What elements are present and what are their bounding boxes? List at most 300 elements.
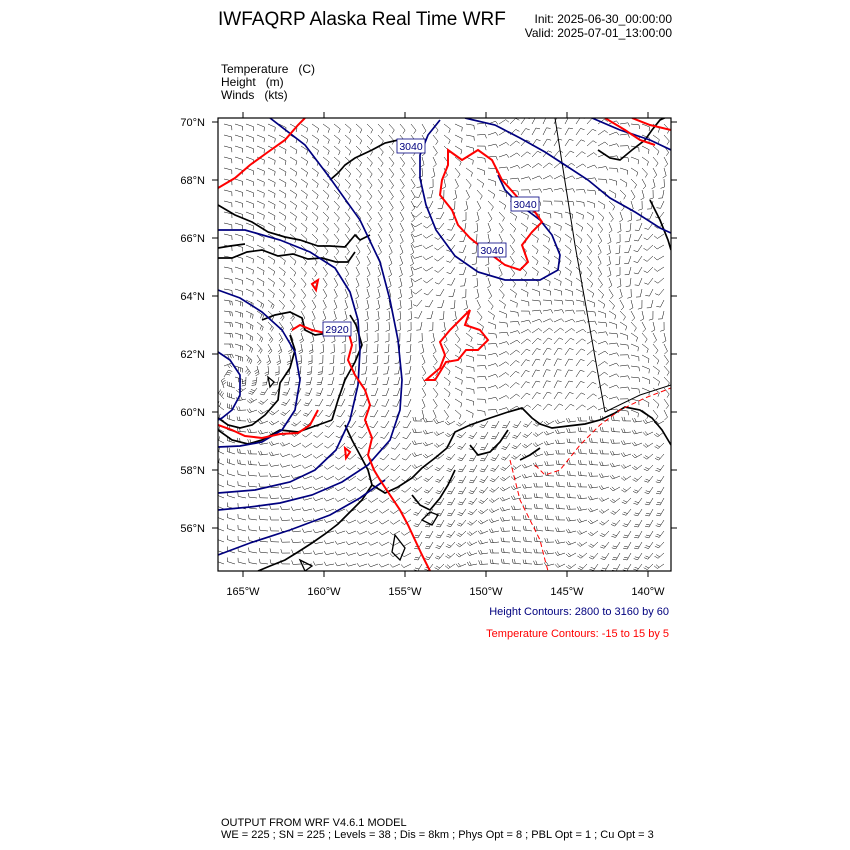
wind-barb — [446, 454, 455, 460]
wind-barb — [257, 245, 264, 253]
wind-barb — [643, 443, 653, 447]
contour-label: 2920 — [325, 324, 349, 336]
wind-barb — [411, 157, 416, 167]
wind-barb — [629, 300, 633, 310]
wind-barb — [664, 135, 669, 145]
wind-barb — [353, 333, 357, 343]
wind-barb — [279, 146, 286, 154]
wind-barb — [576, 140, 585, 146]
wind-barb — [335, 562, 345, 566]
wind-barb — [612, 553, 620, 560]
wind-barb — [301, 300, 305, 310]
wind-barb — [357, 520, 367, 524]
wind-barb — [368, 509, 378, 513]
wind-barb — [270, 505, 279, 509]
wind-barb — [248, 461, 257, 465]
wind-barb — [447, 520, 455, 527]
wind-barb — [356, 179, 361, 189]
wind-barb — [664, 399, 669, 409]
wind-barb — [477, 134, 487, 138]
wind-barb — [400, 168, 405, 178]
wind-barb — [457, 531, 466, 537]
wind-barb — [335, 541, 345, 544]
wind-barb — [290, 201, 297, 210]
wind-barb — [238, 514, 246, 520]
wind-barb — [488, 190, 495, 198]
wind-barb — [421, 157, 425, 167]
wind-barb — [644, 256, 654, 261]
wind-barb — [378, 157, 383, 167]
wind-barb — [313, 476, 323, 479]
wind-barb — [312, 179, 318, 188]
wind-barb — [633, 476, 642, 482]
wind-barb — [404, 388, 411, 396]
wind-barb — [248, 471, 257, 476]
wind-barb — [587, 256, 592, 266]
wind-barb — [609, 212, 613, 222]
wind-barb — [477, 157, 485, 163]
wind-barb — [246, 190, 254, 197]
wind-barb — [610, 451, 620, 455]
wind-barb — [567, 460, 576, 465]
wind-barb — [445, 553, 455, 558]
longitude-axis — [243, 112, 648, 577]
wind-barb — [567, 482, 576, 487]
wind-barb — [489, 487, 499, 492]
wind-barb — [257, 201, 264, 208]
wind-barb — [249, 526, 258, 531]
wind-barb — [510, 256, 514, 266]
wind-barb — [238, 558, 246, 564]
wind-barb — [578, 564, 587, 570]
wind-barb — [412, 267, 422, 270]
wind-barb — [438, 201, 444, 209]
wind-barb — [458, 476, 466, 483]
wind-barb — [412, 234, 422, 237]
wind-barb — [379, 553, 389, 556]
wind-barb — [477, 388, 486, 392]
wind-barb — [344, 300, 347, 310]
wind-barb — [290, 289, 295, 299]
temperature-contour-legend: Temperature Contours: -15 to 15 by 5 — [486, 628, 669, 640]
wind-barb — [235, 223, 243, 230]
wind-barb — [301, 124, 308, 132]
wind-barb — [270, 495, 279, 499]
wind-barb — [376, 300, 380, 310]
wind-barb — [554, 289, 562, 295]
wind-barb — [620, 311, 626, 320]
wind-barb — [469, 476, 477, 483]
wind-barb — [554, 381, 562, 388]
wind-barb — [599, 473, 609, 477]
wind-barb — [455, 179, 459, 189]
wind-barb — [466, 399, 474, 406]
wind-barb — [576, 339, 586, 344]
wind-barb — [488, 397, 498, 401]
wind-barb — [315, 399, 323, 406]
wind-barb — [423, 418, 433, 422]
wind-barb — [576, 289, 583, 297]
wind-barb — [543, 359, 551, 366]
wind-barb — [235, 377, 243, 384]
wind-barb — [444, 410, 449, 420]
wind-barb — [489, 519, 499, 523]
wind-barb — [654, 278, 664, 283]
wind-barb — [386, 322, 390, 331]
wind-barb — [653, 366, 659, 375]
wind-barb — [301, 168, 308, 177]
wind-barb — [610, 498, 620, 503]
wind-barb — [598, 234, 602, 244]
wind-barb — [462, 212, 466, 221]
wind-barb — [598, 130, 608, 135]
wind-barb — [390, 564, 400, 567]
contour-label: 3040 — [513, 199, 537, 211]
wind-barb — [401, 498, 411, 503]
wind-barb — [328, 377, 334, 385]
latitude-labels — [180, 117, 205, 535]
wind-barb — [587, 406, 597, 410]
wind-barb — [324, 508, 334, 511]
wind-barb — [273, 377, 279, 385]
wind-barb — [394, 377, 400, 385]
wind-barb — [578, 460, 587, 465]
wind-barb — [488, 386, 498, 389]
wind-barb — [334, 223, 339, 233]
wind-barb — [323, 278, 327, 288]
wind-barb — [474, 278, 478, 287]
wind-barb — [246, 333, 253, 341]
wind-barb — [645, 498, 653, 505]
wind-barb — [632, 418, 642, 422]
wind-barb — [620, 322, 627, 330]
wind-barb — [356, 168, 362, 178]
wind-barb — [500, 476, 510, 481]
wind-barb — [324, 498, 334, 501]
wind-barb — [335, 498, 345, 502]
wind-barb — [447, 487, 455, 494]
wind-barb — [512, 537, 521, 542]
wind-barb — [476, 212, 480, 222]
wind-barb — [477, 168, 485, 175]
wind-barb — [555, 563, 565, 567]
wind-barb — [323, 157, 329, 166]
wind-barb — [257, 190, 264, 197]
wind-barb — [280, 464, 290, 468]
wind-barb — [611, 416, 620, 421]
wind-barb — [464, 300, 468, 310]
wind-barb — [456, 542, 466, 547]
wind-barb — [489, 498, 499, 503]
wind-barb — [565, 319, 575, 322]
wind-barb — [435, 476, 444, 482]
wind-barb — [634, 245, 642, 252]
wind-barb — [341, 344, 345, 353]
wind-barb — [510, 361, 519, 367]
wind-barb — [459, 245, 466, 252]
wind-barb — [277, 355, 281, 365]
wind-barb — [643, 431, 653, 435]
wind-barb — [664, 410, 668, 420]
wind-barb — [400, 234, 403, 244]
wind-barb — [366, 289, 370, 299]
wind-barb — [510, 331, 520, 334]
wind-barb — [457, 520, 466, 526]
wind-barb — [543, 245, 549, 254]
wind-barb — [334, 234, 339, 244]
wind-barb — [587, 278, 593, 287]
field-height: Height (m) — [221, 75, 284, 89]
wind-barb — [455, 344, 461, 353]
wind-barb — [246, 278, 253, 285]
borders — [555, 118, 671, 412]
wind-barb — [534, 493, 543, 498]
wind-barb — [324, 519, 334, 522]
wind-barb — [556, 504, 565, 509]
wind-barb — [238, 460, 246, 466]
wind-barb — [587, 141, 597, 146]
wind-barb — [598, 407, 608, 410]
wind-barb — [356, 135, 362, 144]
wind-barb — [534, 504, 543, 509]
wind-barb — [313, 487, 323, 490]
wind-barb — [488, 364, 498, 367]
wind-barb — [290, 190, 297, 198]
wind-barb — [576, 234, 582, 243]
wind-barb — [292, 539, 302, 543]
wind-barb — [290, 157, 297, 165]
wind-barb — [655, 542, 664, 548]
wind-barb — [609, 300, 615, 309]
wind-barb — [617, 223, 621, 233]
wind-barb — [598, 289, 604, 298]
wind-barb — [414, 564, 422, 571]
wind-barb — [631, 157, 639, 164]
wind-barb — [466, 146, 474, 152]
wind-barb — [532, 404, 541, 410]
wind-barb — [381, 410, 389, 417]
wind-barb — [513, 421, 521, 428]
wind-barb — [312, 212, 318, 221]
wind-barb — [664, 366, 669, 376]
wind-barb — [576, 393, 585, 399]
wind-barb — [499, 396, 509, 400]
wind-barb — [532, 245, 538, 254]
wind-barb — [249, 515, 258, 520]
wind-barb — [235, 278, 243, 285]
wind-barb — [523, 432, 532, 438]
wind-barb — [654, 256, 664, 260]
wind-barb — [587, 153, 597, 157]
wind-barb — [390, 542, 400, 546]
wind-barb — [333, 311, 336, 321]
wind-barb — [578, 495, 588, 499]
wind-barb — [607, 245, 611, 255]
wind-barb — [620, 146, 629, 150]
wind-barb — [356, 190, 361, 200]
wind-barb — [287, 355, 291, 365]
wind-barb — [545, 461, 554, 465]
wind-barb — [631, 322, 636, 332]
wind-barb — [379, 520, 389, 524]
wind-barb — [598, 179, 607, 183]
wind-barb — [642, 146, 649, 154]
wind-barb — [512, 559, 521, 564]
wind-barb — [235, 179, 243, 186]
wind-barb — [444, 366, 450, 375]
wind-barb — [469, 487, 477, 494]
wind-barb — [267, 355, 271, 365]
wind-barb — [611, 509, 620, 515]
wind-barb — [466, 157, 473, 165]
wind-barb — [588, 531, 598, 536]
wind-barb — [290, 223, 296, 232]
wind-barb — [383, 366, 389, 374]
wind-barb — [576, 190, 585, 194]
wind-barb — [269, 452, 279, 456]
wind-barb — [598, 212, 604, 221]
wind-barb — [565, 404, 574, 410]
wind-barb — [532, 329, 542, 334]
wind-barb — [532, 349, 541, 356]
lat-label: 66°N — [180, 233, 205, 245]
wind-barb — [435, 223, 444, 229]
wind-barb — [224, 146, 232, 152]
wind-barb — [424, 476, 433, 482]
wind-barb — [565, 300, 574, 305]
wind-barb — [414, 520, 422, 527]
wind-barb — [367, 223, 371, 233]
wind-barb — [651, 322, 655, 332]
wind-barb — [544, 550, 554, 554]
wind-barb — [227, 415, 235, 422]
wind-barb — [642, 157, 649, 166]
wind-barb — [609, 201, 615, 210]
wind-barb — [252, 377, 258, 385]
wind-barb — [488, 353, 498, 357]
wind-barb — [545, 527, 554, 531]
wind-barb — [433, 388, 438, 398]
wind-barb — [380, 454, 389, 460]
wind-barb — [268, 157, 275, 165]
wind-barb — [459, 234, 466, 242]
wind-barb — [472, 256, 477, 265]
wind-barb — [511, 476, 521, 480]
wind-barb — [434, 432, 444, 436]
wind-barb — [620, 123, 630, 127]
wind-barb — [556, 440, 566, 444]
wind-barb — [554, 223, 561, 231]
wind-barb — [544, 441, 554, 445]
wind-barb — [598, 167, 608, 171]
wind-barb — [543, 176, 553, 180]
wind-barb — [587, 234, 592, 244]
wind-barb — [479, 498, 488, 504]
wind-barb — [647, 300, 653, 308]
wind-barb — [359, 399, 367, 406]
wind-barb — [275, 366, 279, 375]
lat-label: 58°N — [180, 465, 205, 477]
wind-barb — [554, 151, 563, 157]
wind-barb — [480, 476, 489, 483]
wind-barb — [554, 310, 564, 314]
wind-barb — [413, 201, 422, 207]
wind-barb — [625, 234, 631, 242]
wind-barb — [653, 399, 659, 408]
wind-barb — [543, 201, 552, 205]
wind-barb — [236, 388, 246, 393]
wind-barb — [411, 190, 415, 200]
wind-barb — [423, 442, 433, 446]
wind-barb — [227, 558, 235, 565]
wind-barb — [423, 234, 433, 238]
wind-barb — [521, 311, 530, 315]
wind-barb — [324, 562, 334, 566]
wind-barb — [378, 245, 382, 255]
wind-barb — [319, 355, 323, 364]
wind-barb — [656, 520, 664, 527]
wind-barb — [235, 333, 243, 340]
wind-barb — [609, 190, 616, 198]
wind-barb — [400, 245, 403, 255]
wind-barb — [340, 366, 346, 374]
wind-barb — [655, 465, 664, 472]
wind-barb — [510, 383, 519, 389]
wind-barb — [622, 429, 632, 433]
wind-barb — [566, 517, 576, 521]
wind-barb — [290, 212, 297, 221]
wind-barb — [435, 564, 444, 570]
wind-barb — [634, 531, 642, 538]
wind-barb — [422, 388, 426, 398]
wind-barb — [633, 487, 642, 493]
wind-barb — [543, 267, 550, 275]
wind-barb — [512, 432, 521, 438]
wind-barb — [410, 256, 414, 266]
wind-barb — [598, 267, 602, 277]
wind-barb — [224, 370, 232, 377]
wind-barb — [446, 256, 455, 262]
wind-barb — [224, 168, 232, 174]
wind-barb — [356, 124, 362, 133]
wind-barb — [391, 443, 400, 449]
wind-barb — [566, 529, 576, 533]
wind-barb — [544, 431, 554, 435]
wind-barb — [645, 520, 653, 527]
wind-barb — [543, 392, 551, 399]
wind-barb — [425, 300, 433, 307]
wind-barb — [257, 135, 264, 142]
wind-barb — [423, 267, 433, 271]
wind-barb — [631, 179, 637, 188]
wind-barb — [356, 157, 362, 166]
wind-barb — [345, 124, 351, 133]
wind-barb — [246, 179, 254, 186]
wind-barb — [512, 506, 522, 510]
wind-barb — [269, 441, 279, 445]
wind-barb — [224, 234, 232, 240]
wind-barb — [565, 139, 573, 146]
wind-barb — [532, 381, 540, 388]
wind-barb — [238, 536, 246, 542]
wind-barb — [523, 560, 532, 564]
wind-barb — [378, 179, 383, 189]
wind-barb — [367, 201, 372, 211]
wind-barb — [598, 245, 601, 255]
wind-barb — [501, 548, 510, 553]
wind-barb — [477, 201, 481, 211]
wind-barb — [456, 563, 466, 567]
